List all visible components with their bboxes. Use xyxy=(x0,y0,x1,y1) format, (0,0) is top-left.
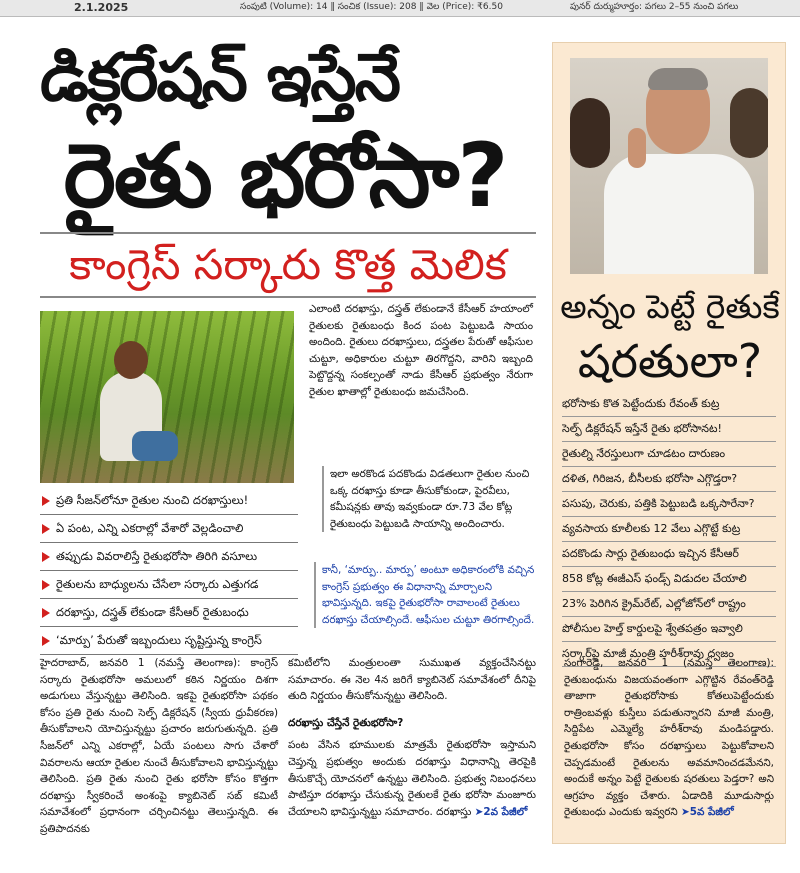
muhurtham-info: పునర్ దుర్ముహూర్తం: పగలు 2–55 నుంచి పగలు xyxy=(570,2,739,12)
bullet-item: దరఖాస్తు, దస్త్రత్ లేకుండా కేసీఆర్ రైతుబంధు xyxy=(40,599,298,627)
sidebar-bullet: పసుపు, చెరుకు, పత్తికి పెట్టుబడి ఒక్కసారేనా? xyxy=(562,492,776,517)
sidebar-bullet: పోలీసుల హెల్త్ కార్డులపై శ్వేతపత్రం ఇవ్వాలి xyxy=(562,617,776,642)
farmer-photo xyxy=(40,311,294,483)
bullet-item: రైతులను బాధ్యులను చేసేలా సర్కారు ఎత్తుగడ xyxy=(40,571,298,599)
issue-info: సంపుటి (Volume): 14 ‖ సంచిక (Issue): 208 ‖ వెల (Price): ₹6.50 xyxy=(240,2,503,12)
sidebar-headline-1: అన్నం పెట్టే రైతుకే xyxy=(560,287,780,326)
headline-line-2: రైతు భరోసా? xyxy=(63,124,507,227)
bullet-item: ఏ పంట, ఎన్ని ఎకరాల్లో వేశారో వెల్లడించాలి xyxy=(40,515,298,543)
pull-quote-1: ఇలా అరకొండ పదకొండు విడతలుగా రైతుల నుంచి ఒక్క దరఖాస్తు కూడా తీసుకోకుండా, పైరవీలు, కమీషన్లకు తావు ఇవ్వకుండా రూ.73 వేల కోట్ల రైతుబంధు పెట్టుబడి సాయాన్ని అందించారు. xyxy=(322,466,540,532)
background-person xyxy=(570,98,610,168)
sidebar-bullet: సెల్ఫ్ డిక్లరేషన్ ఇస్తేనే రైతు భరోసానట! xyxy=(562,417,776,442)
sidebar-bullet: దళిత, గిరిజన, బీసీలకు భరోసా ఎగ్గొడ్తరా? xyxy=(562,467,776,492)
sidebar-bullet: పదకొండు సార్లు రైతుబంధు ఇచ్చిన కేసీఆర్ xyxy=(562,542,776,567)
masthead-strip xyxy=(0,0,800,17)
story-paragraph: కమిటీలోని మంత్రులంతా సుముఖత వ్యక్తంచేసినట్టు సమాచారం. ఈ నెల 4న జరిగే క్యాబినెట్ సమావేశంలో దీనిపై తుది నిర్ణయం తీసుకోనున్నట్టు తెలిసింది. xyxy=(288,657,536,703)
story-subheading: దరఖాస్తు చేస్తేనే రైతుభరోసా? xyxy=(288,716,404,729)
bullet-item: తప్పుడు వివరాలిస్తే రైతుభరోసా తిరిగి వసూలు xyxy=(40,543,298,571)
farmer-head xyxy=(114,341,148,379)
sidebar-bullet: సర్కార్‌పై మాజీ మంత్రి హరీశ్‌రావు ధ్వజం xyxy=(562,642,776,667)
continued-link[interactable]: ➤2వ పేజీలో xyxy=(474,805,528,818)
subheadline: కాంగ్రెస్ సర్కారు కొత్త మెలిక xyxy=(40,232,536,298)
issue-date: 2.1.2025 xyxy=(74,1,129,14)
story-paragraph: పంట వేసిన భూములకు మాత్రమే రైతుభరోసా ఇస్తామని చెప్తున్న ప్రభుత్వం అందుకు దరఖాస్తు విధానాన్ని తెరపైకి తీసుకొచ్చే యోచనలో ఉన్నట్టు తెలిసింది. ప్రభుత్వ నిబంధనలు పాటిస్తూ దరఖాస్తు చేసుకున్న రైతులకే రైతు భరోసా మంజూరు చేయాలని భావిస్తున్నట్టు సమాచారం. దరఖాస్తు xyxy=(288,739,536,818)
headline-line-1: డిక్లరేషన్ ఇస్తేనే xyxy=(40,39,399,116)
sidebar-body xyxy=(564,655,774,821)
sidebar-bullet: రైతుల్ని నేరస్తులుగా చూడటం దారుణం xyxy=(562,442,776,467)
sidebar-bullet: 858 కోట్ల ఈజీఎస్ ఫండ్స్ విడుదల చేయాలి xyxy=(562,567,776,592)
bullet-list xyxy=(40,487,298,655)
sidebar-bullet: 23% పెరిగిన క్రైమ్‌రేట్, ఎల్లోజోన్‌లో రాష్ట్రం xyxy=(562,592,776,617)
sidebar-headline-2: షరతులా? xyxy=(577,334,763,388)
sidebar-paragraph: సంగారెడ్డి, జనవరి 1 (నమస్తే తెలంగాణ): రైతుబంధును విజయవంతంగా ఎగ్గొట్టిన రేవంత్‌రెడ్డి తాజాగా రైతుభరోసాకు కోతలుపెట్టేందుకు రాత్రింబవళ్లు కుస్తీలు పడుతున్నారని మాజీ మంత్రి, సిద్దిపేట ఎమ్మెల్యే హరీశ్‌రావు మండిపడ్డారు. రైతుభరోసా కోసం దరఖాస్తులు పెట్టుకోవాలని చెప్పడమంటే రైతులను అవమానించడమేనని, అందుకే అన్నం పెట్టే రైతులకు షరతులు పెడ్తరా? అని ఆగ్రహం వ్యక్తం చేశారు. ఏడాదికి మూడుసార్లు రైతుబంధు ఎందుకు ఇవ్వరని xyxy=(564,657,774,819)
story-body-left: హైదరాబాద్, జనవరి 1 (నమస్తే తెలంగాణ): కాంగ్రెస్ సర్కారు రైతుభరోసా అమలులో కఠిన నిర్ణయం దిశగా అడుగులు వేస్తున్నట్టు తెలిసింది. ఇకపై రైతుభరోసా పథకం కోసం ప్రతి రైతు నుంచి సెల్ఫ్ డిక్లరేషన్ (స్వీయ ధ్రువీకరణ) తీసుకోవాలని యోచిస్తున్నట్టు ప్రచారం జరుగుతున్నది. ప్రతి సీజన్‌లో ఎన్ని ఎకరాల్లో, ఏయే పంటలు సాగు చేశారో వివరాలను ఆయా రైతుల నుంచే తీసుకోవాలని భావిస్తున్నట్టు తెలిసింది. ప్రతి రైతు నుంచి రైతు భరోసా కోసం కొత్తగా దరఖాస్తు స్వీకరించే అంశంపై క్యాబినెట్ సబ్ కమిటీ సమావేశంలో ప్రధానంగా చర్చించినట్టు తెలుస్తున్నది. ఈ ప్రతిపాదనకు xyxy=(40,657,278,835)
sidebar-bullet: భరోసాకు కొత పెట్టేందుకు రేవంత్ కుట్ర xyxy=(562,392,776,417)
bullet-item: ప్రతి సీజన్‌లోనూ రైతుల నుంచి దరఖాస్తులు! xyxy=(40,487,298,515)
sidebar-bullet: వ్యవసాయ కూలీలకు 12 వేలు ఎగ్గొట్టే కుట్ర xyxy=(562,517,776,542)
middle-column xyxy=(309,301,533,401)
sidebar-bullet-list xyxy=(562,392,776,667)
speaker-hair xyxy=(648,68,708,90)
middle-paragraph: ఎలాంటి దరఖాస్తు, దస్త్రత్ లేకుండానే కేసీఆర్ హయాంలో రైతులకు రైతుబంధు కింద పంట పెట్టుబడి సాయం అందింది. రైతులు దరఖాస్తులు, దస్త్రతల పేరుతో ఆఫీసుల చుట్టూ, అధికారుల చుట్టూ తిరగొద్దని, వారిని ఇబ్బంది పెట్టొద్దన్న సంకల్పంతో నాడు కేసీఆర్ ప్రభుత్వం నేరుగా రైతుల ఖాతాల్లో రైతుబంధు జమచేసింది. xyxy=(309,303,533,398)
raised-finger xyxy=(628,128,646,168)
bullet-item: ‘మార్పు’ పేరుతో ఇబ్బందులు సృష్టిస్తున్న కాంగ్రెస్ xyxy=(40,627,298,655)
sidebar-continued-link[interactable]: ➤5వ పేజీలో xyxy=(681,806,734,819)
speaker-shirt xyxy=(604,154,754,274)
politician-photo xyxy=(570,58,768,274)
story-body-right xyxy=(288,655,536,820)
pull-quote-2: కానీ, ‘మార్పు.. మార్పు’ అంటూ అధికారంలోకి వచ్చిన కాంగ్రెస్ ప్రభుత్వం ఈ విధానాన్ని మార్చాలని భావిస్తున్నది. ఇకపై రైతుభరోసా రావాలంటే రైతులు దరఖాస్తు చేయాల్సిందే. ఆఫీసుల చుట్టూ తిరగాల్సిందే. xyxy=(314,562,542,628)
background-person xyxy=(730,88,768,158)
farmer-legs xyxy=(132,431,178,461)
